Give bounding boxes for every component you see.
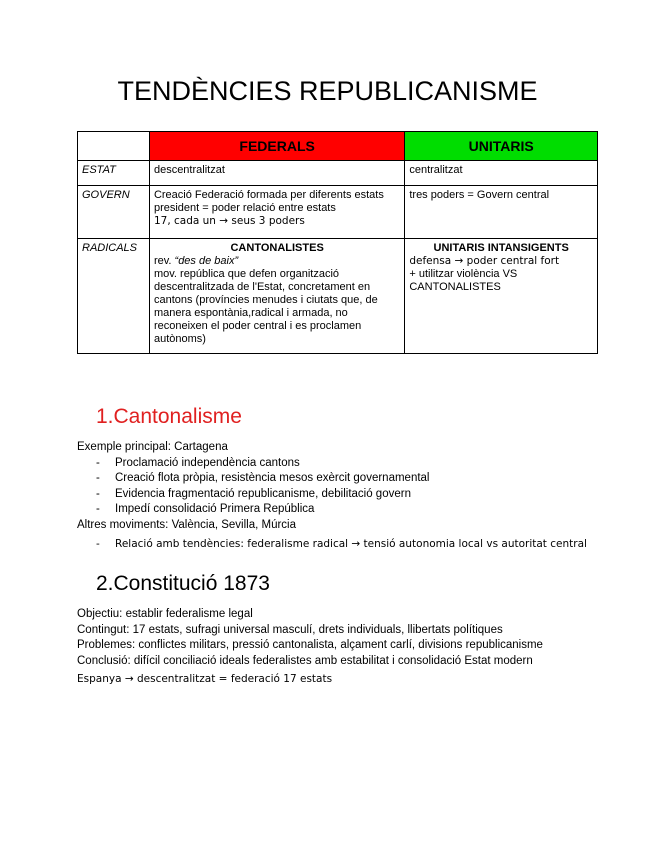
section-heading-cantonalisme: 1.Cantonalisme xyxy=(96,405,242,428)
table-row xyxy=(78,186,598,239)
header-empty-cell xyxy=(78,132,150,161)
list-item: - Creació flota pròpia, resistència mesos exèrcit governamental xyxy=(77,471,617,487)
list-item: - Proclamació independència cantons xyxy=(77,456,617,472)
unitaris-violencia: + utilitzar violència VS CANTONALISTES xyxy=(409,268,518,293)
cantonalisme-others: Altres moviments: València, Sevilla, Múrcia xyxy=(77,518,296,531)
federals-govern-text: Creació Federació formada per diferents estats president = poder relació entre estats xyxy=(153,189,384,214)
cell-federals-radicals xyxy=(149,239,404,354)
cantonalistes-rev xyxy=(154,255,400,268)
table-header-row xyxy=(78,132,598,161)
constitucio-note: Espanya → descentralitzat = federació 17 estats xyxy=(77,673,333,685)
cell-unitaris-govern: tres poders = Govern central xyxy=(405,186,598,239)
unitaris-defensa: defensa → poder central fort xyxy=(409,255,560,267)
cell-federals-govern xyxy=(149,186,404,239)
rev-quote: “des de baix” xyxy=(174,255,239,267)
unitaris-intransigents-title: UNITARIS INTANSIGENTS xyxy=(433,242,569,254)
table-row xyxy=(78,161,598,186)
cell-unitaris-estat: centralitzat xyxy=(405,161,598,186)
cantonalisme-intro: Exemple principal: Cartagena xyxy=(77,441,228,453)
comparison-table xyxy=(77,131,598,354)
cantonalistes-title: CANTONALISTES xyxy=(230,242,324,254)
section-cantonalisme xyxy=(77,440,617,553)
constitucio-objectiu: Objectiu: establir federalisme legal xyxy=(77,608,253,620)
header-federals: FEDERALS xyxy=(149,132,404,161)
cantonalisme-relation-list xyxy=(77,537,617,553)
constitucio-contingut: Contingut: 17 estats, sufragi universal masculí, drets individuals, llibertats polítiques xyxy=(77,623,503,636)
row-label-estat: ESTAT xyxy=(78,161,150,186)
row-label-radicals: RADICALS xyxy=(78,239,150,354)
cantonalistes-body: mov. república que defen organització descentralitzada de l'Estat, concretament en cantons (províncies menudes i ciutats que, de manera espontània,radical i armada, no reconeixen el poder central i es proclamen autònoms) xyxy=(153,268,378,345)
header-unitaris: UNITARIS xyxy=(405,132,598,161)
cell-unitaris-radicals xyxy=(405,239,598,354)
row-label-govern: GOVERN xyxy=(78,186,150,239)
constitucio-problemes: Problemes: conflictes militars, pressió cantonalista, alçament carlí, divisions republicanisme xyxy=(77,639,543,651)
section-heading-constitucio: 2.Constitució 1873 xyxy=(96,572,270,595)
list-item: - Relació amb tendències: federalisme radical → tensió autonomia local vs autoritat central xyxy=(77,537,617,553)
table-row xyxy=(78,239,598,354)
section-constitucio xyxy=(77,607,617,688)
list-item: - Impedí consolidació Primera República xyxy=(77,502,617,518)
constitucio-conclusio: Conclusió: difícil conciliació ideals federalistes amb estabilitat i consolidació Estat modern xyxy=(77,654,533,667)
list-item: - Evidencia fragmentació republicanisme, debilitació govern xyxy=(77,487,617,503)
page-title: TENDÈNCIES REPUBLICANISME xyxy=(117,76,538,106)
cantonalisme-bullets xyxy=(77,456,617,518)
federals-govern-note: 17, cada un → seus 3 poders xyxy=(153,215,305,227)
rev-prefix: rev. xyxy=(153,255,175,267)
cell-federals-estat: descentralitzat xyxy=(149,161,404,186)
